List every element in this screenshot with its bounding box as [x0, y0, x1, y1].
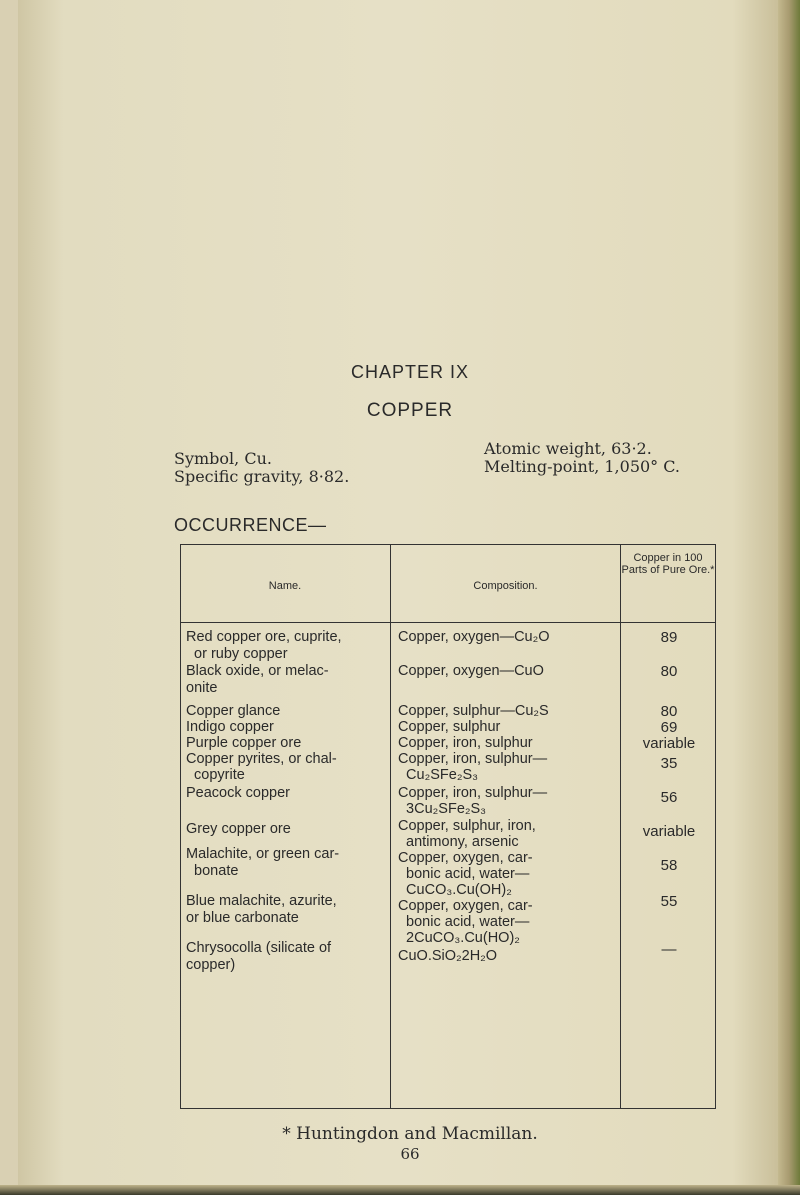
- composition-line: Copper, oxygen—Cu₂O: [398, 629, 550, 645]
- ore-name-line: Red copper ore, cuprite,: [186, 629, 342, 645]
- col-rule-1: [390, 544, 391, 1109]
- meta-right: [484, 440, 680, 476]
- copper-percent: 35: [660, 755, 678, 772]
- ore-name-line: Malachite, or green car-: [186, 846, 340, 862]
- composition-line: Copper, oxygen, car-: [398, 850, 533, 866]
- composition-line: Copper, iron, sulphur—: [398, 785, 548, 801]
- ore-name-line: Copper pyrites, or chal-: [186, 751, 337, 767]
- meta-left: [174, 450, 349, 486]
- ore-name-line: onite: [186, 680, 218, 696]
- copper-percent: 80: [660, 663, 678, 680]
- chapter-title: COPPER: [366, 400, 454, 421]
- table-bottom-rule: [180, 1108, 716, 1109]
- occurrence-table: [180, 544, 716, 1109]
- copper-percent: 89: [660, 629, 678, 646]
- ore-name-line: copper): [186, 957, 236, 973]
- composition-line: antimony, arsenic: [398, 834, 519, 850]
- header-rule: [180, 622, 716, 623]
- composition-line: Copper, sulphur—Cu₂S: [398, 703, 549, 719]
- composition-line: CuCO₃.Cu(OH)₂: [398, 882, 512, 898]
- copper-percent: 69: [660, 719, 678, 736]
- copper-percent: 80: [660, 703, 678, 720]
- page-number: 66: [400, 1145, 420, 1163]
- composition-line: Copper, sulphur, iron,: [398, 818, 536, 834]
- ore-name-line: Blue malachite, azurite,: [186, 893, 337, 909]
- ore-name-line: Grey copper ore: [186, 821, 291, 837]
- ore-name-line: Purple copper ore: [186, 735, 302, 751]
- symbol-text: Symbol, Cu.: [174, 449, 272, 468]
- copper-percent: 56: [660, 789, 678, 806]
- header-name: Name.: [268, 580, 302, 592]
- composition-line: CuO.SiO₂2H₂O: [398, 948, 498, 964]
- ore-name-line: Copper glance: [186, 703, 281, 719]
- footnote: * Huntingdon and Macmillan.: [282, 1124, 538, 1144]
- left-rule: [180, 544, 181, 1109]
- copper-percent: —: [661, 941, 677, 958]
- composition-line: Copper, sulphur: [398, 719, 501, 735]
- section-heading: OCCURRENCE—: [174, 515, 327, 535]
- melting-point-text: Melting-point, 1,050° C.: [484, 457, 681, 476]
- book-spine: [778, 0, 800, 1195]
- copper-percent: variable: [642, 823, 696, 840]
- table-top-rule: [180, 544, 716, 545]
- copper-percent: variable: [642, 735, 696, 752]
- ore-name-line: Peacock copper: [186, 785, 290, 801]
- header-composition: Composition.: [473, 580, 538, 592]
- ore-name-line: Black oxide, or melac-: [186, 663, 329, 679]
- header-copper: Copper in 100 Parts of Pure Ore.*: [621, 552, 715, 576]
- composition-line: bonic acid, water—: [398, 914, 530, 930]
- composition-line: Copper, oxygen, car-: [398, 898, 533, 914]
- copper-percent: 55: [660, 893, 678, 910]
- gravity-text: Specific gravity, 8·82.: [174, 467, 350, 486]
- ore-name-line: Chrysocolla (silicate of: [186, 940, 332, 956]
- ore-name-line: copyrite: [186, 767, 245, 783]
- ore-name-line: bonate: [186, 863, 239, 879]
- ore-name-line: Indigo copper: [186, 719, 274, 735]
- composition-line: 2CuCO₃.Cu(HO)₂: [398, 930, 520, 946]
- composition-line: Copper, iron, sulphur: [398, 735, 533, 751]
- atomic-weight-text: Atomic weight, 63·2.: [484, 439, 652, 458]
- ore-name-line: or ruby copper: [186, 646, 288, 662]
- ore-name-line: or blue carbonate: [186, 910, 299, 926]
- composition-line: bonic acid, water—: [398, 866, 530, 882]
- page-bottom-edge: [0, 1185, 800, 1195]
- composition-line: 3Cu₂SFe₂S₃: [398, 801, 487, 817]
- composition-line: Copper, iron, sulphur—: [398, 751, 548, 767]
- composition-line: Copper, oxygen—CuO: [398, 663, 544, 679]
- chapter-number: CHAPTER IX: [350, 362, 470, 382]
- composition-line: Cu₂SFe₂S₃: [398, 767, 479, 783]
- copper-percent: 58: [660, 857, 678, 874]
